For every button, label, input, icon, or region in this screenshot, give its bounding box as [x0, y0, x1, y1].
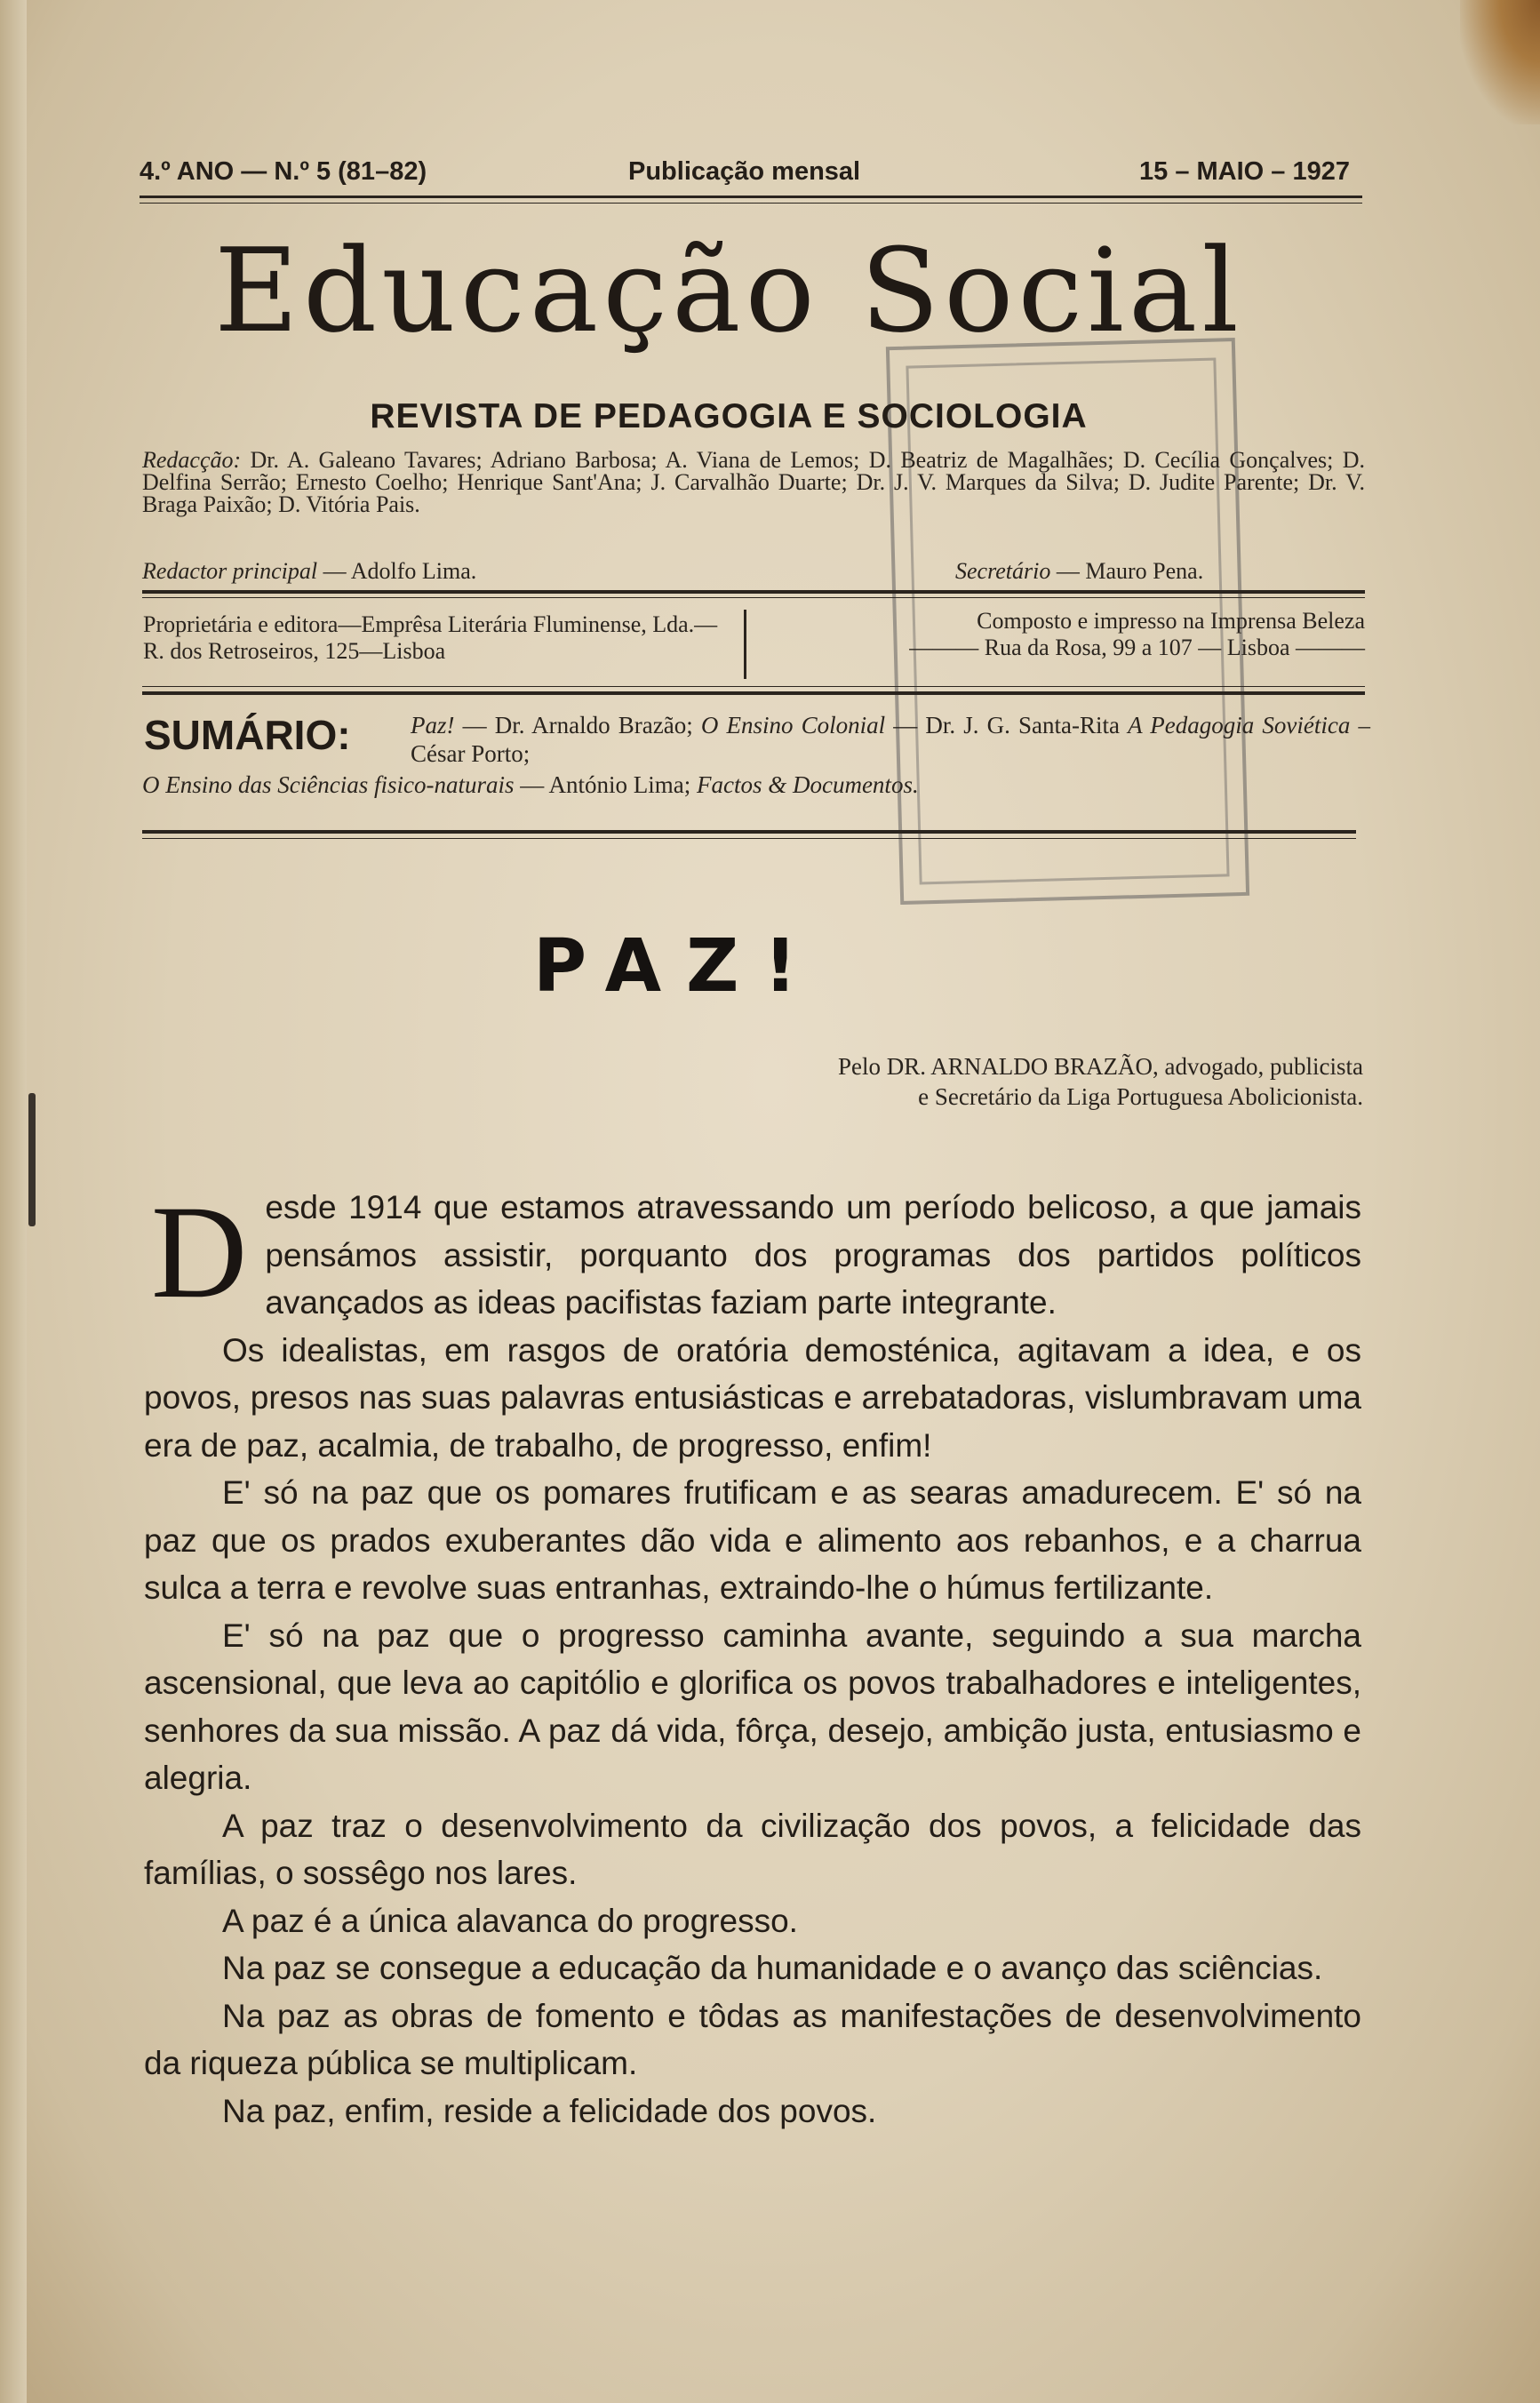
article-paragraph: A paz traz o desenvolvimento da civilização dos povos, a felicidade das famílias, o sossêgo nos lares.: [144, 1807, 1361, 1891]
article-paragraph: E' só na paz que o progresso caminha avante, seguindo a sua marcha ascensional, que leva ao capitólio e glorifica os povos trabalhadores e inteligentes, senhores da sua missão. A paz dá vida, fôrça, desejo, ambição justa, entusiasmo e alegria.: [144, 1617, 1361, 1796]
publisher-rule-thin: [142, 686, 1365, 687]
sumario-item-author: — Dr. J. G. Santa-Rita: [885, 712, 1129, 738]
binding-spine: [0, 0, 27, 2403]
drop-cap: D: [151, 1178, 248, 1326]
sumario-label: SUMÁRIO:: [144, 712, 351, 758]
sumario-list: [411, 711, 1370, 768]
article-paragraph: A paz é a única alavanca do progresso.: [222, 1902, 798, 1939]
editor-line: [142, 558, 1289, 585]
editorial-staff: [142, 449, 1365, 515]
article-body: [144, 1178, 1361, 2135]
header-rule-thin: [140, 203, 1362, 204]
publisher-divider: [744, 610, 746, 679]
sumario-item-title: O Ensino Colonial: [700, 712, 886, 738]
article-paragraph: [144, 1178, 1361, 1327]
article-paragraph: E' só na paz que os pomares frutificam e as searas amadurecem. E' só na paz que os prados exuberantes dão vida e alimento aos rebanhos, e a charrua sulca a terra e revolve suas entranhas, extraindo-lhe o húmus fertilizante.: [144, 1474, 1361, 1606]
magazine-title: Educação Social: [214, 223, 1243, 358]
printer-line-2: ——— Rua da Rosa, 99 a 107 — Lisboa ———: [909, 635, 1365, 660]
redaccao-label: Redacção:: [142, 447, 242, 473]
publisher-info: Proprietária e editora—Emprêsa Literária Fluminense, Lda.—R. dos Retroseiros, 125—Lisboa: [143, 611, 718, 664]
sumario-item-title: O Ensino das Sciências fisico-naturais: [142, 771, 515, 798]
article-paragraph: Na paz se consegue a educação da humanidade e o avanço das sciências.: [222, 1950, 1323, 1986]
redactor-label: Redactor principal: [142, 558, 318, 584]
header-rule: [140, 196, 1362, 198]
issue-date: 15 – MAIO – 1927: [1139, 157, 1350, 186]
article-byline: [622, 1051, 1363, 1112]
article-paragraph: Na paz, enfim, reside a felicidade dos povos.: [222, 2092, 877, 2129]
sumario-rule: [142, 830, 1356, 834]
sumario-item-title: Factos & Documentos.: [696, 771, 919, 798]
publication-frequency: Publicação mensal: [628, 157, 861, 186]
printer-info: [761, 608, 1365, 661]
sumario-list-continued: [142, 771, 1031, 799]
article-title: PAZ!: [533, 924, 822, 1009]
sumario-item-author: – César Porto;: [411, 712, 1370, 767]
binding-staple: [28, 1093, 36, 1226]
publisher-rule: [142, 691, 1365, 695]
sumario-item-title: Paz!: [411, 712, 455, 738]
issue-number: 4.º ANO — N.º 5 (81–82): [140, 157, 427, 186]
byline-line-2: e Secretário da Liga Portuguesa Abolicionista.: [918, 1083, 1363, 1110]
secretary: [955, 558, 1203, 585]
printer-line-1: Composto e impresso na Imprensa Beleza: [977, 608, 1365, 634]
redaccao-names: Dr. A. Galeano Tavares; Adriano Barbosa; A. Viana de Lemos; D. Beatriz de Magalhães; D. Cecília Gonçalves; D. Delfina Serrão; Ernesto Coelho; Henrique Sant'Ana; J. Carvalhão Duarte; Dr. J. V. Marques da Silva; D. Judite Parente; Dr. V. Braga Paixão; D. Vitória Pais.: [142, 447, 1365, 517]
article-paragraph: Na paz as obras de fomento e tôdas as manifestações de desenvolvimento da riqueza pública se multiplicam.: [144, 1997, 1361, 2081]
sumario-item-title: A Pedagogia Soviética: [1128, 712, 1351, 738]
secretario-name: — Mauro Pena.: [1056, 558, 1204, 584]
staff-rule-thin: [142, 597, 1365, 598]
secretario-label: Secretário: [955, 558, 1051, 584]
article-paragraph: Os idealistas, em rasgos de oratória demosténica, agitavam a idea, e os povos, presos nas suas palavras entusiásticas e arrebatadoras, vislumbravam uma era de paz, acalmia, de trabalho, de progresso, enfim!: [144, 1331, 1361, 1464]
corner-stain: [1460, 0, 1540, 124]
magazine-subtitle: REVISTA DE PEDAGOGIA E SOCIOLOGIA: [370, 397, 1088, 435]
first-paragraph-text: esde 1914 que estamos atravessando um período belicoso, a que jamais pensámos assistir, porquanto dos programas dos partidos políticos avançados as ideas pacifistas faziam parte integrante.: [265, 1189, 1361, 1321]
sumario-item-author: — António Lima;: [514, 771, 697, 798]
redactor-name: — Adolfo Lima.: [323, 558, 477, 584]
staff-rule: [142, 590, 1365, 594]
sumario-rule-thin: [142, 838, 1356, 839]
sumario-item-author: — Dr. Arnaldo Brazão;: [454, 712, 701, 738]
byline-line-1: Pelo DR. ARNALDO BRAZÃO, advogado, publicista: [838, 1053, 1363, 1080]
